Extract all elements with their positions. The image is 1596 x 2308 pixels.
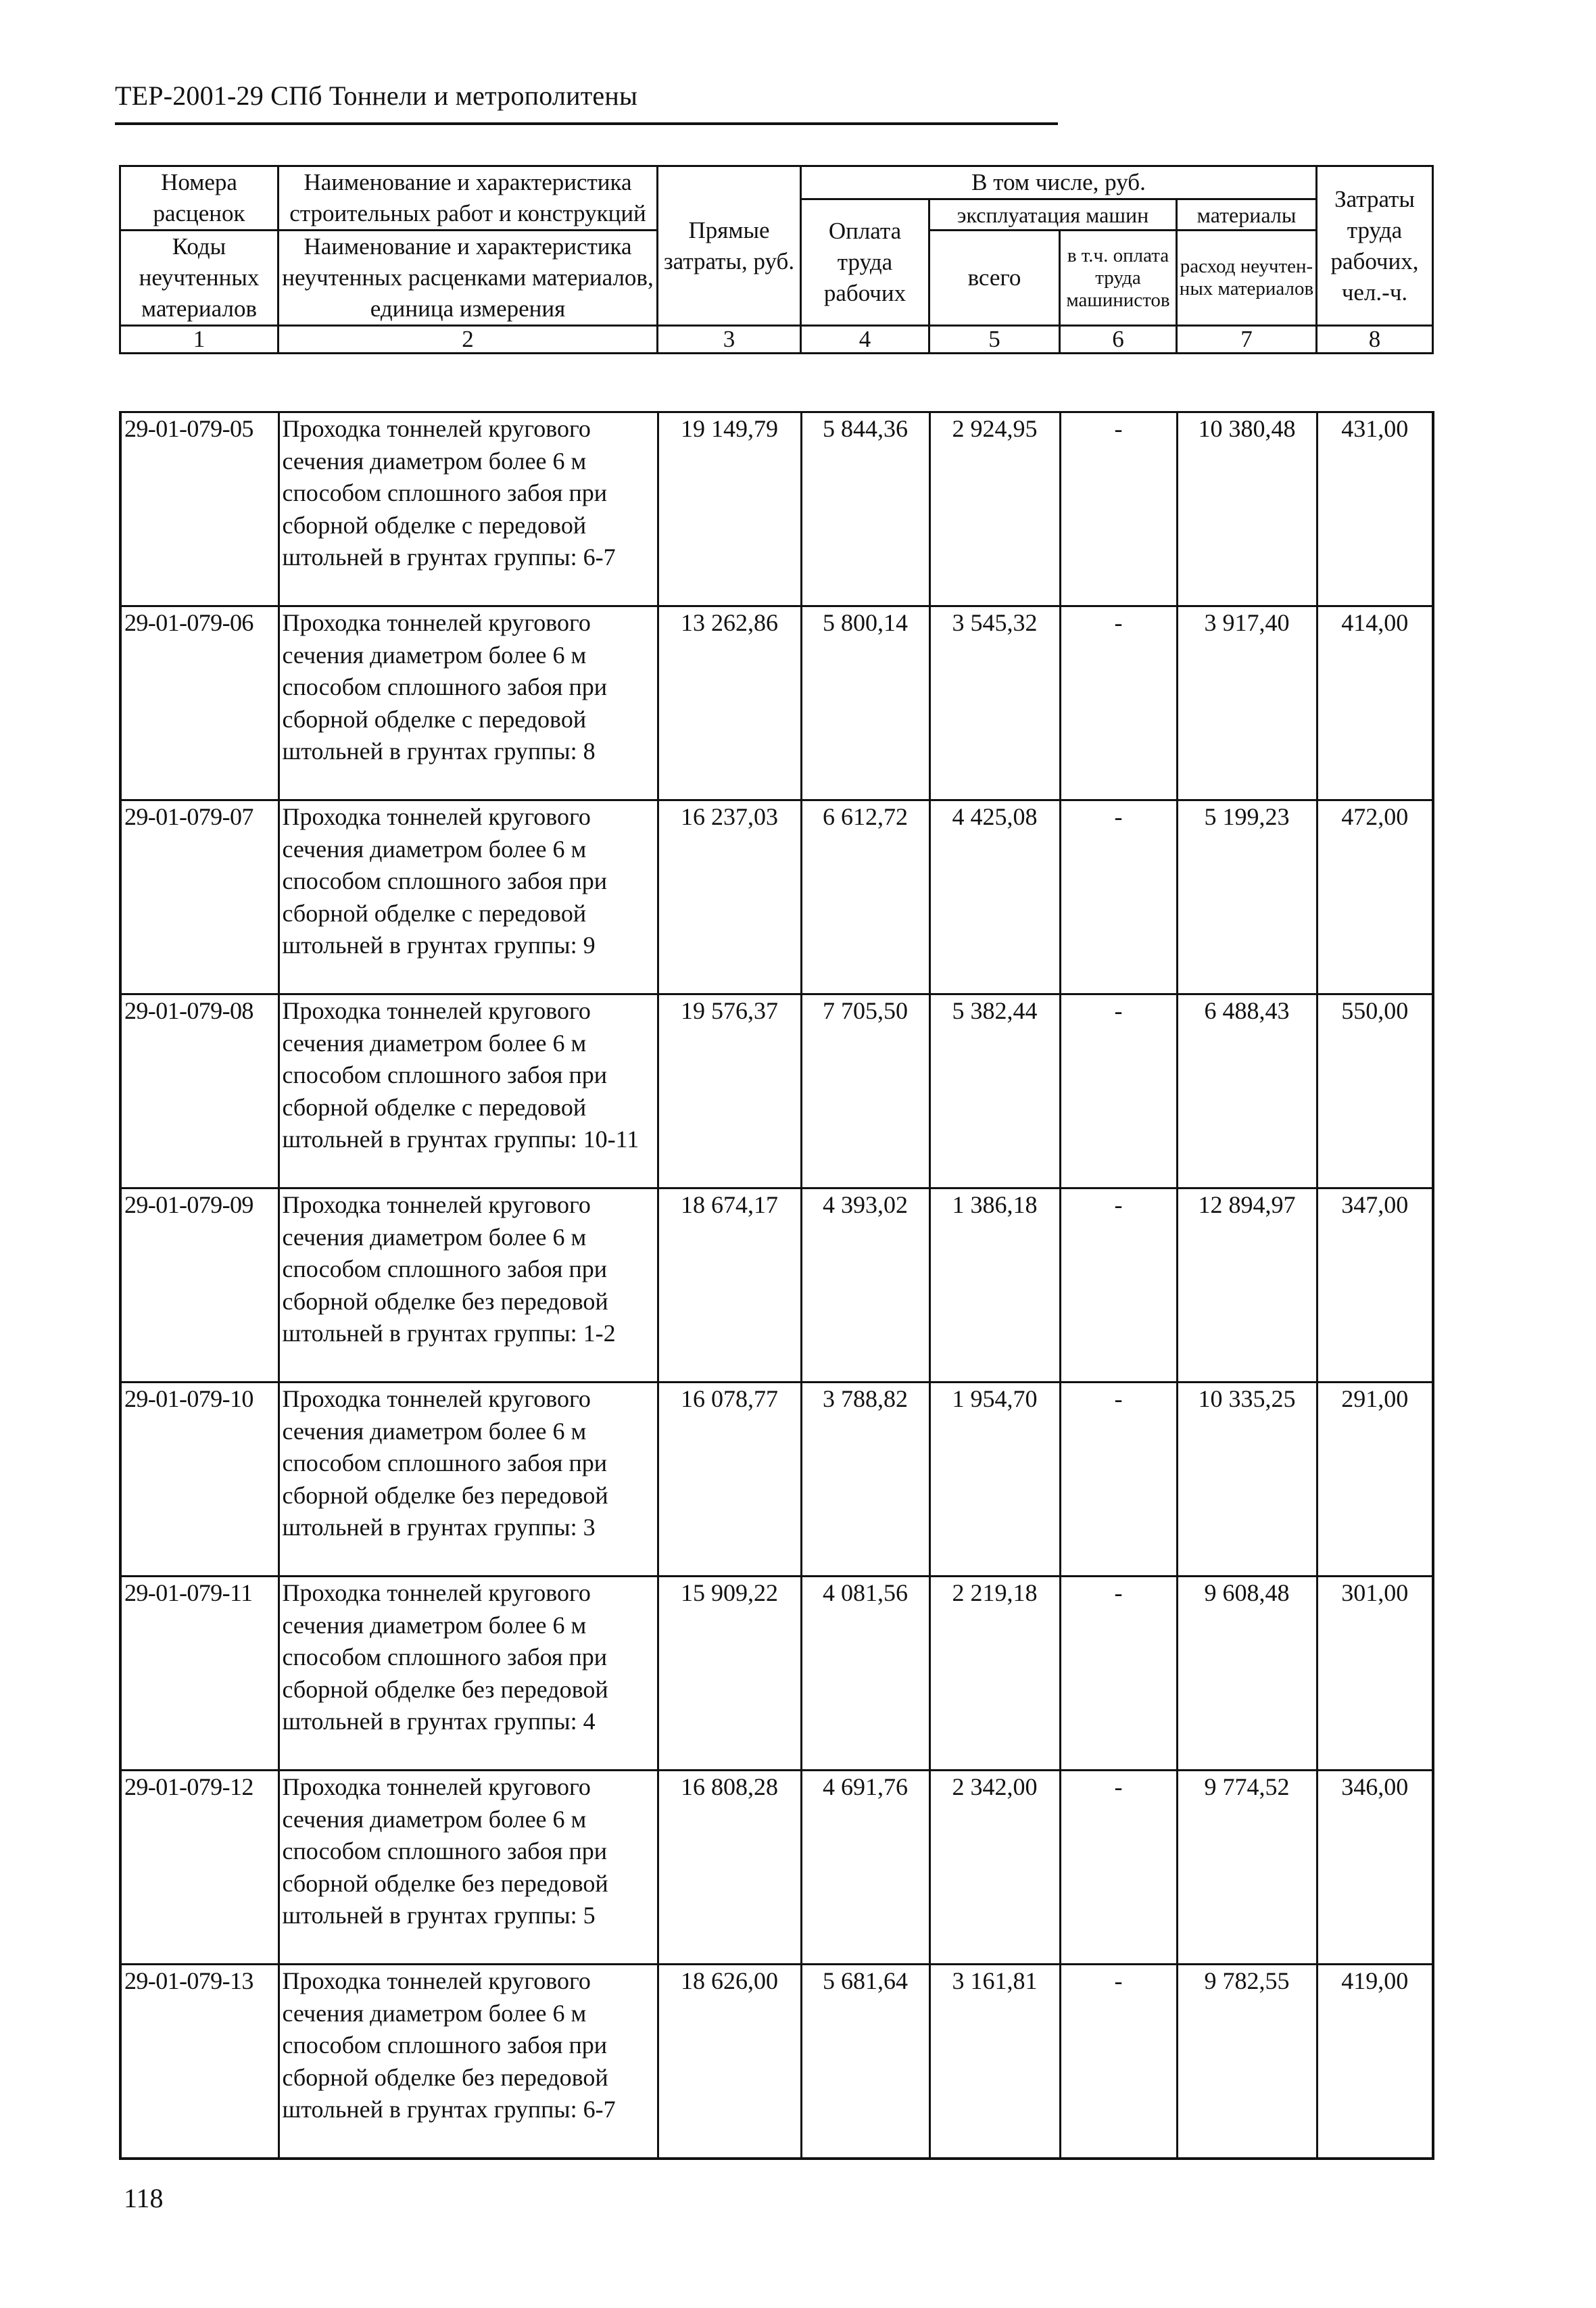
header-materials: материалы — [1177, 199, 1317, 231]
table-row — [120, 1188, 1433, 1383]
operator-pay: - — [1060, 606, 1177, 800]
header-total: всего — [929, 231, 1060, 326]
direct-costs: 19 149,79 — [658, 412, 801, 606]
labor-hours: 291,00 — [1317, 1383, 1433, 1577]
column-number: 4 — [801, 326, 929, 354]
operator-pay: - — [1060, 1577, 1177, 1771]
labor-hours: 346,00 — [1317, 1771, 1433, 1965]
rate-code: 29-01-079-06 — [120, 606, 279, 800]
rate-code: 29-01-079-13 — [120, 1965, 279, 2159]
rate-description: Проходка тоннелей кругового сечения диаметром более 6 м способом сплошного забоя при сборной обделке без передовой штольней в грунтах группы: 3 — [279, 1383, 658, 1577]
labor-pay: 6 612,72 — [801, 800, 929, 994]
labor-hours: 414,00 — [1317, 606, 1433, 800]
labor-hours: 301,00 — [1317, 1577, 1433, 1771]
operator-pay: - — [1060, 412, 1177, 606]
operator-pay: - — [1060, 1771, 1177, 1965]
page-header: ТЕР-2001-29 СПб Тоннели и метрополитены — [115, 80, 638, 111]
table-row — [120, 1383, 1433, 1577]
direct-costs: 18 674,17 — [658, 1188, 801, 1383]
rate-code: 29-01-079-07 — [120, 800, 279, 994]
table-row — [120, 800, 1433, 994]
table-row — [120, 1577, 1433, 1771]
header-codes-unaccounted: Коды неучтенных материалов — [120, 231, 279, 326]
materials-cost: 5 199,23 — [1177, 800, 1317, 994]
rate-code: 29-01-079-10 — [120, 1383, 279, 1577]
table-row — [120, 606, 1433, 800]
header-labor-pay: Оплата труда рабочих — [801, 199, 929, 326]
column-number: 2 — [279, 326, 658, 354]
labor-hours: 419,00 — [1317, 1965, 1433, 2159]
header-direct-costs: Прямые затраты, руб. — [658, 166, 801, 326]
operator-pay: - — [1060, 800, 1177, 994]
column-number: 5 — [929, 326, 1060, 354]
labor-pay: 5 681,64 — [801, 1965, 929, 2159]
machine-operation-total: 1 954,70 — [929, 1383, 1060, 1577]
header-operator-pay: в т.ч. оплата труда машинистов — [1060, 231, 1177, 326]
machine-operation-total: 4 425,08 — [929, 800, 1060, 994]
table-header — [119, 165, 1434, 354]
column-number: 8 — [1317, 326, 1433, 354]
direct-costs: 16 237,03 — [658, 800, 801, 994]
column-number: 6 — [1060, 326, 1177, 354]
rate-description: Проходка тоннелей кругового сечения диаметром более 6 м способом сплошного забоя при сборной обделке с передовой штольней в грунтах группы: 10-11 — [279, 994, 658, 1188]
labor-hours: 550,00 — [1317, 994, 1433, 1188]
header-rule — [115, 122, 1058, 125]
rate-description: Проходка тоннелей кругового сечения диаметром более 6 м способом сплошного забоя при сборной обделке без передовой штольней в грунтах группы: 4 — [279, 1577, 658, 1771]
column-number: 1 — [120, 326, 279, 354]
materials-cost: 3 917,40 — [1177, 606, 1317, 800]
machine-operation-total: 3 545,32 — [929, 606, 1060, 800]
labor-pay: 4 393,02 — [801, 1188, 929, 1383]
header-rate-numbers: Номера расценок — [120, 166, 279, 231]
rate-description: Проходка тоннелей кругового сечения диаметром более 6 м способом сплошного забоя при сборной обделке без передовой штольней в грунтах группы: 5 — [279, 1771, 658, 1965]
header-labor-costs: Затраты труда рабочих, чел.-ч. — [1317, 166, 1433, 326]
machine-operation-total: 1 386,18 — [929, 1188, 1060, 1383]
machine-operation-total: 2 924,95 — [929, 412, 1060, 606]
materials-cost: 9 774,52 — [1177, 1771, 1317, 1965]
machine-operation-total: 2 219,18 — [929, 1577, 1060, 1771]
header-including: В том числе, руб. — [801, 166, 1317, 199]
header-unaccounted-materials: расход неучтен-ных материалов — [1177, 231, 1317, 326]
rate-description: Проходка тоннелей кругового сечения диаметром более 6 м способом сплошного забоя при сборной обделке без передовой штольней в грунтах группы: 6-7 — [279, 1965, 658, 2159]
direct-costs: 13 262,86 — [658, 606, 801, 800]
operator-pay: - — [1060, 1383, 1177, 1577]
labor-pay: 4 081,56 — [801, 1577, 929, 1771]
materials-cost: 9 608,48 — [1177, 1577, 1317, 1771]
labor-hours: 347,00 — [1317, 1188, 1433, 1383]
direct-costs: 18 626,00 — [658, 1965, 801, 2159]
labor-pay: 4 691,76 — [801, 1771, 929, 1965]
machine-operation-total: 5 382,44 — [929, 994, 1060, 1188]
materials-cost: 6 488,43 — [1177, 994, 1317, 1188]
labor-pay: 5 800,14 — [801, 606, 929, 800]
direct-costs: 15 909,22 — [658, 1577, 801, 1771]
operator-pay: - — [1060, 994, 1177, 1188]
rate-description: Проходка тоннелей кругового сечения диаметром более 6 м способом сплошного забоя при сборной обделке без передовой штольней в грунтах группы: 1-2 — [279, 1188, 658, 1383]
rate-code: 29-01-079-12 — [120, 1771, 279, 1965]
header-machine-operation: эксплуатация машин — [929, 199, 1177, 231]
operator-pay: - — [1060, 1965, 1177, 2159]
rate-code: 29-01-079-05 — [120, 412, 279, 606]
rates-table — [119, 411, 1434, 2160]
materials-cost: 9 782,55 — [1177, 1965, 1317, 2159]
rate-code: 29-01-079-09 — [120, 1188, 279, 1383]
rate-code: 29-01-079-11 — [120, 1577, 279, 1771]
table-row — [120, 412, 1433, 606]
materials-cost: 12 894,97 — [1177, 1188, 1317, 1383]
labor-pay: 3 788,82 — [801, 1383, 929, 1577]
labor-hours: 431,00 — [1317, 412, 1433, 606]
labor-hours: 472,00 — [1317, 800, 1433, 994]
operator-pay: - — [1060, 1188, 1177, 1383]
table-row — [120, 1771, 1433, 1965]
machine-operation-total: 3 161,81 — [929, 1965, 1060, 2159]
materials-cost: 10 335,25 — [1177, 1383, 1317, 1577]
rate-code: 29-01-079-08 — [120, 994, 279, 1188]
direct-costs: 16 808,28 — [658, 1771, 801, 1965]
direct-costs: 19 576,37 — [658, 994, 801, 1188]
header-work-name: Наименование и характеристика строительных работ и конструкций — [279, 166, 658, 231]
column-number: 3 — [658, 326, 801, 354]
labor-pay: 5 844,36 — [801, 412, 929, 606]
page-number: 118 — [124, 2183, 164, 2213]
rate-description: Проходка тоннелей кругового сечения диаметром более 6 м способом сплошного забоя при сборной обделке с передовой штольней в грунтах группы: 6-7 — [279, 412, 658, 606]
machine-operation-total: 2 342,00 — [929, 1771, 1060, 1965]
column-number: 7 — [1177, 326, 1317, 354]
rate-description: Проходка тоннелей кругового сечения диаметром более 6 м способом сплошного забоя при сборной обделке с передовой штольней в грунтах группы: 9 — [279, 800, 658, 994]
table-row — [120, 1965, 1433, 2159]
rate-description: Проходка тоннелей кругового сечения диаметром более 6 м способом сплошного забоя при сборной обделке с передовой штольней в грунтах группы: 8 — [279, 606, 658, 800]
header-unaccounted-name: Наименование и характеристика неучтенных расценками материалов, единица измерения — [279, 231, 658, 326]
direct-costs: 16 078,77 — [658, 1383, 801, 1577]
table-row — [120, 994, 1433, 1188]
materials-cost: 10 380,48 — [1177, 412, 1317, 606]
labor-pay: 7 705,50 — [801, 994, 929, 1188]
